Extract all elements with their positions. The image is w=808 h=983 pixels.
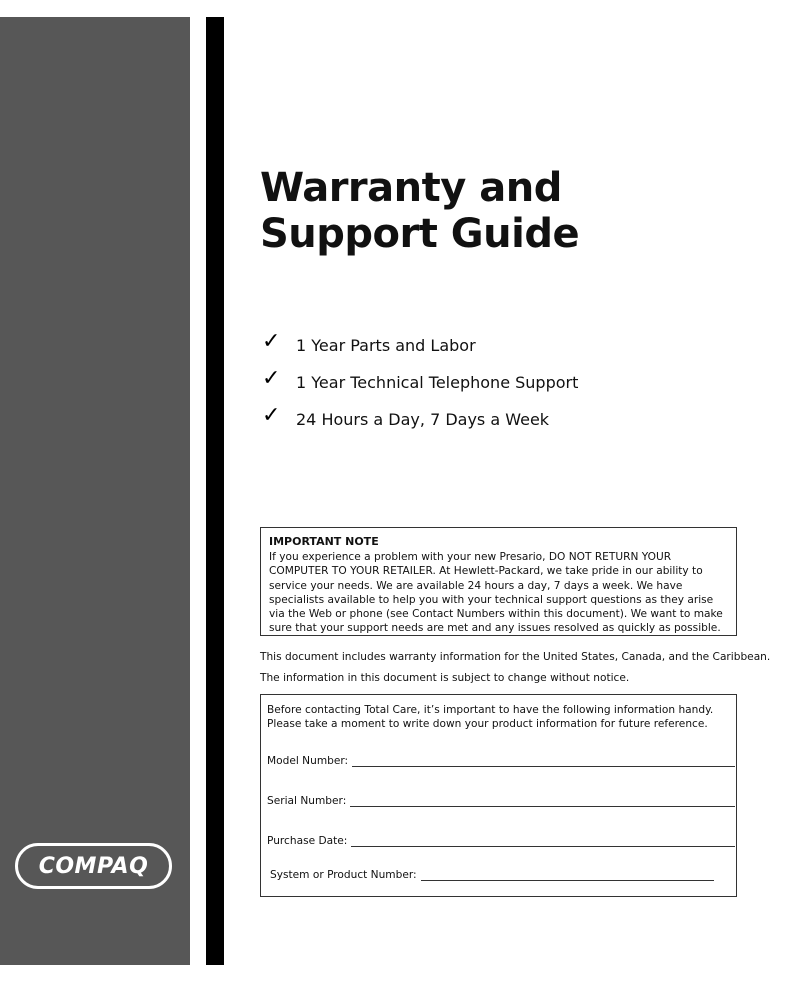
change-notice-text: The information in this document is subject to change without notice. <box>260 672 630 684</box>
compaq-logo <box>15 843 172 889</box>
product-info-form <box>260 694 737 897</box>
black-divider-bar <box>206 17 224 965</box>
warranty-scope-text: This document includes warranty information for the United States, Canada, and the Caribbean. <box>260 651 771 663</box>
logo-text: COMPAQ <box>38 853 149 879</box>
system-number-field[interactable] <box>270 869 714 881</box>
page-title <box>260 165 579 257</box>
important-note-heading: IMPORTANT NOTE <box>269 535 379 548</box>
purchase-date-line[interactable] <box>351 835 735 847</box>
left-gray-panel <box>0 17 190 965</box>
feature-text: 24 Hours a Day, 7 Days a Week <box>296 410 550 429</box>
serial-number-line[interactable] <box>350 795 735 807</box>
feature-text: 1 Year Technical Telephone Support <box>296 373 579 392</box>
checkmark-icon: ✓ <box>262 329 281 354</box>
important-note-body: If you experience a problem with your new Presario, DO NOT RETURN YOUR COMPUTER TO YOUR RETAILER. At Hewlett-Packard, we take pride in our ability to service your needs. We are available 24 hours a day, 7 days a week. We have specialists available to help you with your technical support questions as they arise via the Web or phone (see Contact Numbers within this document). We want to make sure that your support needs are met and any issues resolved as quickly as possible. <box>269 551 723 635</box>
serial-number-label: Serial Number: <box>267 795 347 807</box>
checkmark-icon: ✓ <box>262 403 281 428</box>
feature-text: 1 Year Parts and Labor <box>296 336 476 355</box>
model-number-field[interactable] <box>267 755 735 767</box>
title-line-1: Warranty and <box>260 165 562 211</box>
purchase-date-label: Purchase Date: <box>267 835 348 847</box>
feature-item <box>262 327 578 364</box>
feature-item <box>262 401 578 438</box>
purchase-date-field[interactable] <box>267 835 735 847</box>
title-line-2: Support Guide <box>260 211 580 257</box>
serial-number-field[interactable] <box>267 795 735 807</box>
system-number-label: System or Product Number: <box>270 869 417 881</box>
checkmark-icon: ✓ <box>262 366 281 391</box>
system-number-line[interactable] <box>421 869 714 881</box>
form-intro-text: Before contacting Total Care, it’s important to have the following information handy. Please take a moment to write down your product information for future reference. <box>267 704 714 730</box>
feature-item <box>262 364 578 401</box>
important-note-box <box>260 527 737 636</box>
model-number-label: Model Number: <box>267 755 349 767</box>
model-number-line[interactable] <box>352 755 735 767</box>
feature-list <box>262 327 578 438</box>
